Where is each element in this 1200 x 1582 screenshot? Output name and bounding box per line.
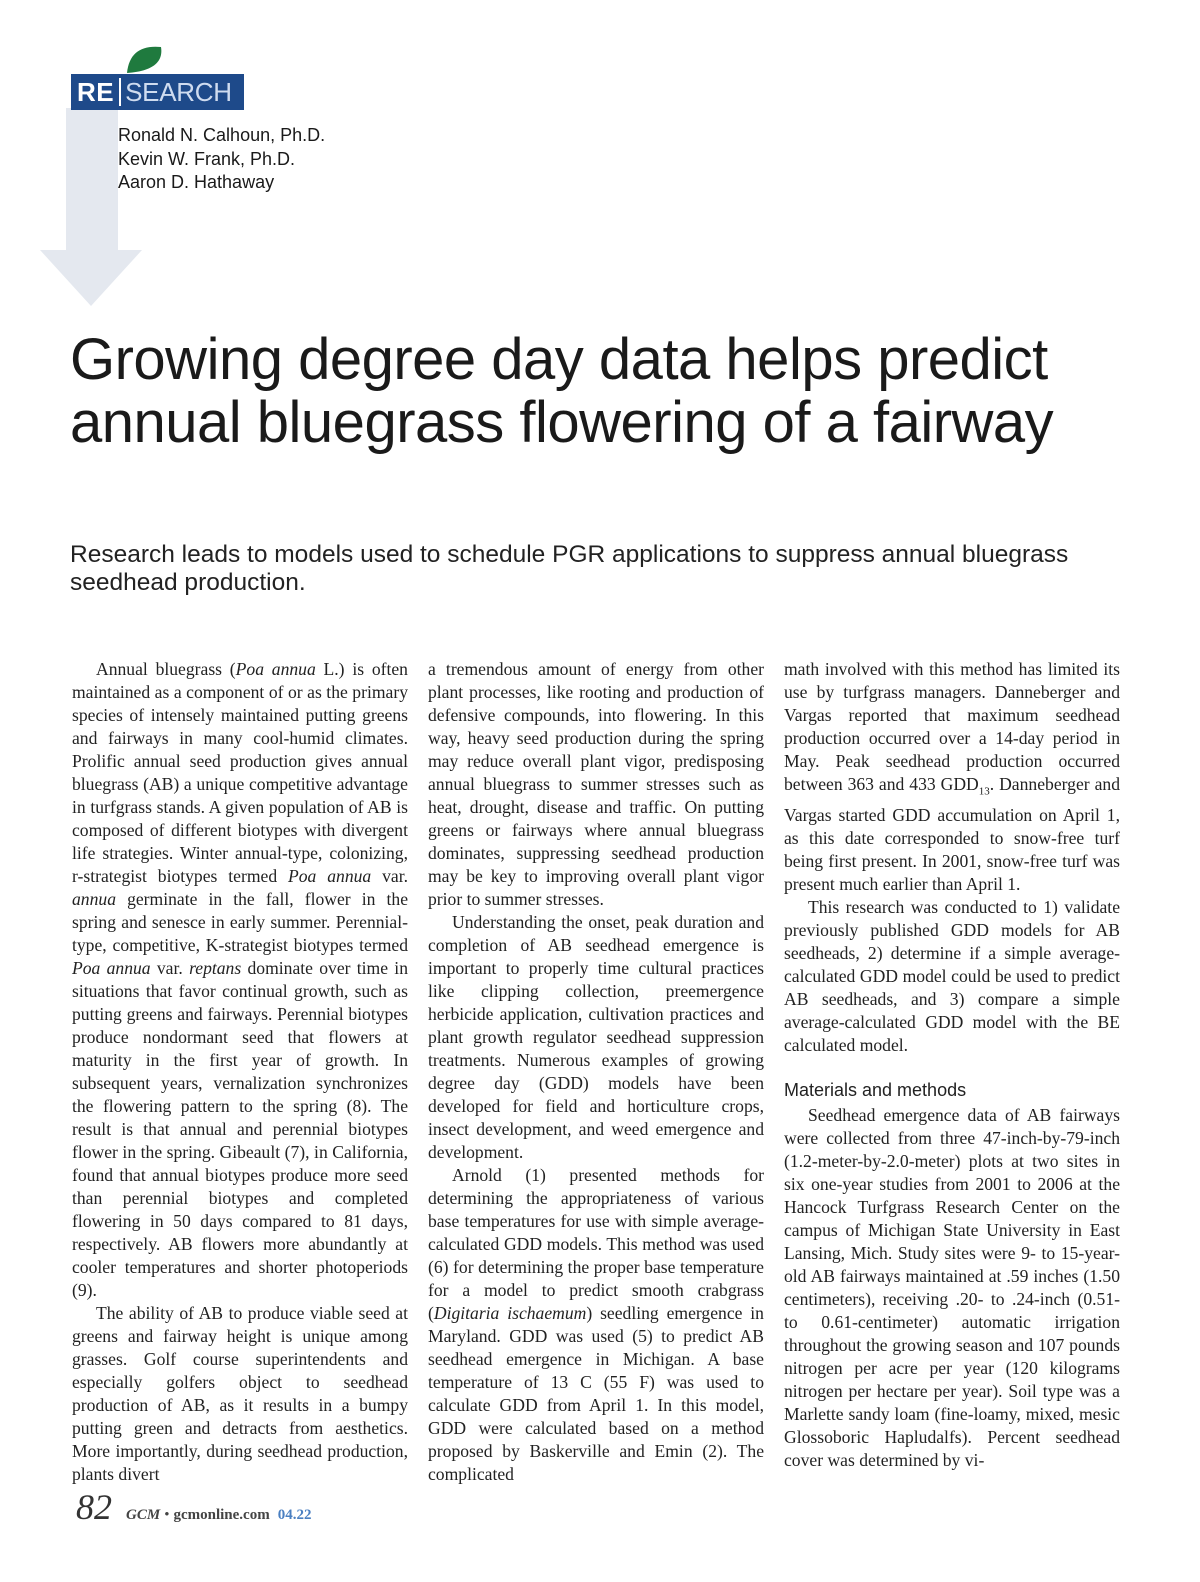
body-paragraph: Seedhead emergence data of AB fairways were collected from three 47-inch-by-79-inch (1.2-meter-by-2.0-meter) plots at two sites in six one-year studies from 2001 to 2006 at the Hancock Turfgrass Research Center on the campus of Michigan State University in East Lansing, Mich. Study sites were 9- to 15-year-old AB fairways maintained at .59 inches (1.50 centimeters), receiving .20- to .24-inch (0.51- to 0.61-centimeter) automatic irrigation throughout the growing season and 107 pounds nitrogen per acre per year (120 kilograms nitrogen per hectare per year). Soil type was a Marlette sandy loam (fine-loamy, mixed, mesic Glossoboric Hapludalfs). Percent seedhead cover was determined by vi- <box>784 1104 1120 1470</box>
arrow-down-icon <box>40 250 142 306</box>
section-heading: Materials and methods <box>784 1079 967 1100</box>
italic-term: Poa annua <box>72 958 151 978</box>
body-paragraph: Understanding the onset, peak duration and completion of AB seedhead emergence is important to properly time cultural practices like clipping collection, preemergence herbicide application, cultivation practices and plant growth regulator seedhead suppression treatments. Numerous examples of growing degree day (GDD) models have been developed for field and horticulture crops, insect development, and weed emergence and development. <box>428 912 764 1162</box>
author-name: Kevin W. Frank, Ph.D. <box>118 148 296 169</box>
body-paragraph: math involved with this method has limited its use by turfgrass managers. Danneberger and Vargas reported that maximum seedhead production occurred over a 14-day period in May. Peak seedhead production occurred between 363 and 433 $GDD_{13}$. Danneberger and Vargas started GDD accumulation on April 1, as this date corresponded to snow-free turf being first present. In 2001, snow-free turf was present much earlier than April 1. <box>784 659 1120 894</box>
text-column-3 <box>784 658 1120 1472</box>
italic-term: Poa annua <box>288 866 372 886</box>
arrow-decoration <box>66 108 118 253</box>
article-subtitle: Research leads to models used to schedule PGR applications to suppress annual bluegrass seedhead production. <box>70 541 1069 596</box>
badge-suffix: SEARCH <box>125 77 232 107</box>
italic-term: Poa annua <box>235 659 316 679</box>
website-link[interactable]: gcmonline.com <box>173 1507 270 1523</box>
author-list <box>118 124 325 195</box>
page-number: 82 <box>76 1487 112 1527</box>
badge-prefix: RE <box>77 77 115 107</box>
italic-term: Digitaria ischaemum <box>433 1303 587 1323</box>
footer-separator: • <box>164 1507 170 1523</box>
badge-divider <box>119 78 121 106</box>
body-paragraph: The ability of AB to produce viable seed at greens and fairway height is unique among grasses. Golf course superintendents and especially golfers object to seedhead production of AB, as it results in a bumpy putting green and detracts from aesthetics. More importantly, during seedhead production, plants divert <box>72 1303 408 1484</box>
body-paragraph: a tremendous amount of energy from other plant processes, like rooting and production of defensive compounds, into flowering. In this way, heavy seed production during the spring may reduce overall plant vigor, predisposing annual bluegrass to summer stresses such as heat, drought, disease and traffic. On putting greens or fairways where annual bluegrass dominates, suppressing seedhead production may be key to improving overall plant vigor prior to summer stresses. <box>428 659 764 909</box>
publication-name: GCM <box>126 1507 161 1523</box>
body-paragraph: Arnold (1) presented methods for determining the appropriateness of various base temperatures for use with simple average-calculated GDD models. This method was used (6) for determining the proper base temperature for a model to predict smooth crabgrass (Digitaria ischaemum) seedling emergence in Maryland. GDD was used (5) to predict AB seedhead emergence in Michigan. A base temperature of 13 C (55 F) was used to calculate GDD from April 1. In this model, GDD were calculated based on a method proposed by Baskerville and Emin (2). The complicated <box>428 1165 764 1484</box>
body-paragraph: This research was conducted to 1) validate previously published GDD models for AB seedheads, 2) determine if a simple average-calculated GDD model could be used to predict AB seedheads, and 3) compare a simple average-calculated GDD model with the BE calculated model. <box>784 896 1120 1055</box>
page-footer <box>76 1486 311 1528</box>
text-column-2 <box>428 658 764 1486</box>
leaf-icon <box>127 45 163 73</box>
issue-date: 04.22 <box>277 1507 312 1523</box>
italic-term: reptans <box>189 958 242 978</box>
italic-term: annua <box>72 889 116 909</box>
research-badge <box>71 74 244 110</box>
subscript: 13 <box>978 785 990 798</box>
text-column-1 <box>72 658 408 1486</box>
author-name: Aaron D. Hathaway <box>118 172 275 192</box>
body-paragraph: Annual bluegrass (Poa annua L.) is often maintained as a component of or as the primary species of intensely maintained putting greens and fairways in many cool-humid climates. Prolific annual seed production gives annual bluegrass (AB) a unique competitive advantage in turfgrass stands. A given population of AB is composed of different biotypes with divergent life strategies. Winter annual-type, colonizing, r-strategist biotypes termed Poa annua var. annua germinate in the fall, flower in the spring and senesce in early summer. Perennial-type, competitive, K-strategist biotypes termed Poa annua var. reptans dominate over time in situations that favor continual growth, such as putting greens and fairways. Perennial biotypes produce nondormant seed that flowers at maturity in the first year of growth. In subsequent years, vernalization synchronizes the flowering pattern to the spring (8). The result is that annual and perennial biotypes flower in the spring. Gibeault (7), in California, found that annual biotypes produce more seed than perennial biotypes and completed flowering in 50 days compared to 81 days, respectively. AB flowers more abundantly at cooler temperatures and shorter photoperiods (9). <box>72 659 408 1300</box>
article-title: Growing degree day data helps predict annual bluegrass flowering of a fairway <box>70 327 1054 455</box>
author-name: Ronald N. Calhoun, Ph.D. <box>118 125 326 145</box>
